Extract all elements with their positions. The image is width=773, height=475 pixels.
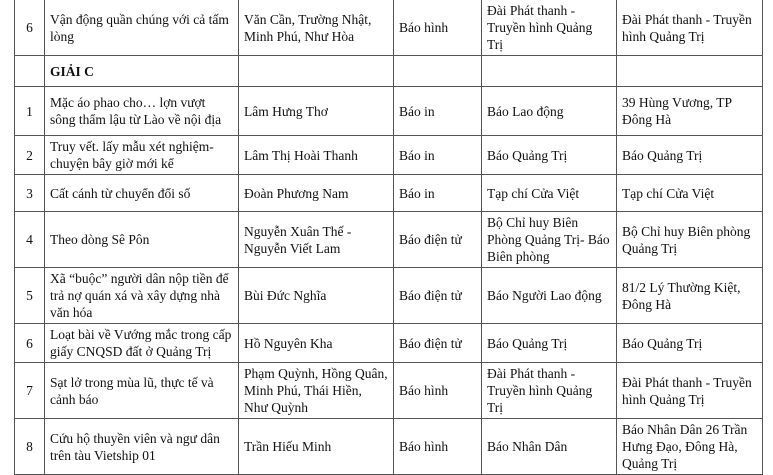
outlet-address: 81/2 Lý Thường Kiệt, Đông Hà [617, 268, 763, 324]
table-row [15, 0, 763, 56]
row-number: 4 [15, 212, 45, 268]
author-names: Bùi Đức Nghĩa [239, 268, 394, 324]
row-number: 8 [15, 419, 45, 475]
author-names: Trần Hiếu Minh [239, 419, 394, 475]
work-title: Theo dòng Sê Pôn [45, 212, 239, 268]
work-title: Loạt bài về Vướng mắc trong cấp giấy CNQSD đất ở Quảng Trị [45, 324, 239, 363]
author-names: Đoàn Phương Nam [239, 175, 394, 212]
publishing-outlet: Báo Người Lao động [482, 268, 617, 324]
table-row [15, 212, 763, 268]
publishing-outlet: Tạp chí Cửa Việt [482, 175, 617, 212]
table-row [15, 363, 763, 419]
outlet-address: Đài Phát thanh - Truyền hình Quảng Trị [617, 363, 763, 419]
work-title: Vận động quần chúng với cả tấm lòng [45, 0, 239, 56]
section-header-row [15, 56, 763, 87]
publishing-outlet: Báo Quảng Trị [482, 324, 617, 363]
row-number: 1 [15, 87, 45, 136]
table-row [15, 324, 763, 363]
table-row [15, 175, 763, 212]
outlet-address: 39 Hùng Vương, TP Đông Hà [617, 87, 763, 136]
table-row [15, 268, 763, 324]
outlet-address: Báo Quảng Trị [617, 324, 763, 363]
table-row [15, 87, 763, 136]
awards-table [14, 0, 763, 475]
media-type: Báo điện tử [394, 268, 482, 324]
work-title: Cất cánh từ chuyển đổi số [45, 175, 239, 212]
author-names: Lâm Thị Hoài Thanh [239, 136, 394, 175]
outlet-address: Tạp chí Cửa Việt [617, 175, 763, 212]
author-names: Nguyễn Xuân Thế - Nguyễn Viết Lam [239, 212, 394, 268]
media-type: Báo hình [394, 363, 482, 419]
media-type: Báo in [394, 136, 482, 175]
author-names: Hồ Nguyên Kha [239, 324, 394, 363]
empty-cell [239, 56, 394, 87]
row-number: 6 [15, 324, 45, 363]
publishing-outlet: Bộ Chỉ huy Biên Phòng Quảng Trị- Báo Biên phòng [482, 212, 617, 268]
author-names: Phạm Quỳnh, Hồng Quân, Minh Phú, Thái Hiền, Như Quỳnh [239, 363, 394, 419]
publishing-outlet: Báo Quảng Trị [482, 136, 617, 175]
media-type: Báo điện tử [394, 324, 482, 363]
publishing-outlet: Đài Phát thanh - Truyền hình Quảng Trị [482, 0, 617, 56]
author-names: Văn Cần, Trường Nhật, Minh Phú, Như Hòa [239, 0, 394, 56]
work-title: Truy vết. lấy mẫu xét nghiệm-chuyện bây giờ mới kể [45, 136, 239, 175]
publishing-outlet: Báo Lao động [482, 87, 617, 136]
work-title: Cứu hộ thuyền viên và ngư dân trên tàu Vietship 01 [45, 419, 239, 475]
author-names: Lâm Hưng Thơ [239, 87, 394, 136]
empty-cell [15, 56, 45, 87]
row-number: 2 [15, 136, 45, 175]
work-title: Sạt lở trong mùa lũ, thực tế và cảnh báo [45, 363, 239, 419]
row-number: 5 [15, 268, 45, 324]
publishing-outlet: Đài Phát thanh - Truyền hình Quảng Trị [482, 363, 617, 419]
work-title: Mặc áo phao cho… lợn vượt sông thẩm lậu từ Lào về nội địa [45, 87, 239, 136]
outlet-address: Báo Nhân Dân 26 Trần Hưng Đạo, Đông Hà, Quảng Trị [617, 419, 763, 475]
media-type: Báo in [394, 87, 482, 136]
work-title: Xã “buộc” người dân nộp tiền để trả nợ quán xá và xây dựng nhà văn hóa [45, 268, 239, 324]
media-type: Báo in [394, 175, 482, 212]
section-label: GIẢI C [45, 56, 239, 87]
empty-cell [394, 56, 482, 87]
outlet-address: Báo Quảng Trị [617, 136, 763, 175]
media-type: Báo điện tử [394, 212, 482, 268]
row-number: 6 [15, 0, 45, 56]
media-type: Báo hình [394, 0, 482, 56]
publishing-outlet: Báo Nhân Dân [482, 419, 617, 475]
outlet-address: Bộ Chỉ huy Biên phòng Quảng Trị [617, 212, 763, 268]
row-number: 7 [15, 363, 45, 419]
media-type: Báo hình [394, 419, 482, 475]
table-row [15, 136, 763, 175]
table-row [15, 419, 763, 475]
outlet-address: Đài Phát thanh - Truyền hình Quảng Trị [617, 0, 763, 56]
empty-cell [482, 56, 617, 87]
empty-cell [617, 56, 763, 87]
row-number: 3 [15, 175, 45, 212]
